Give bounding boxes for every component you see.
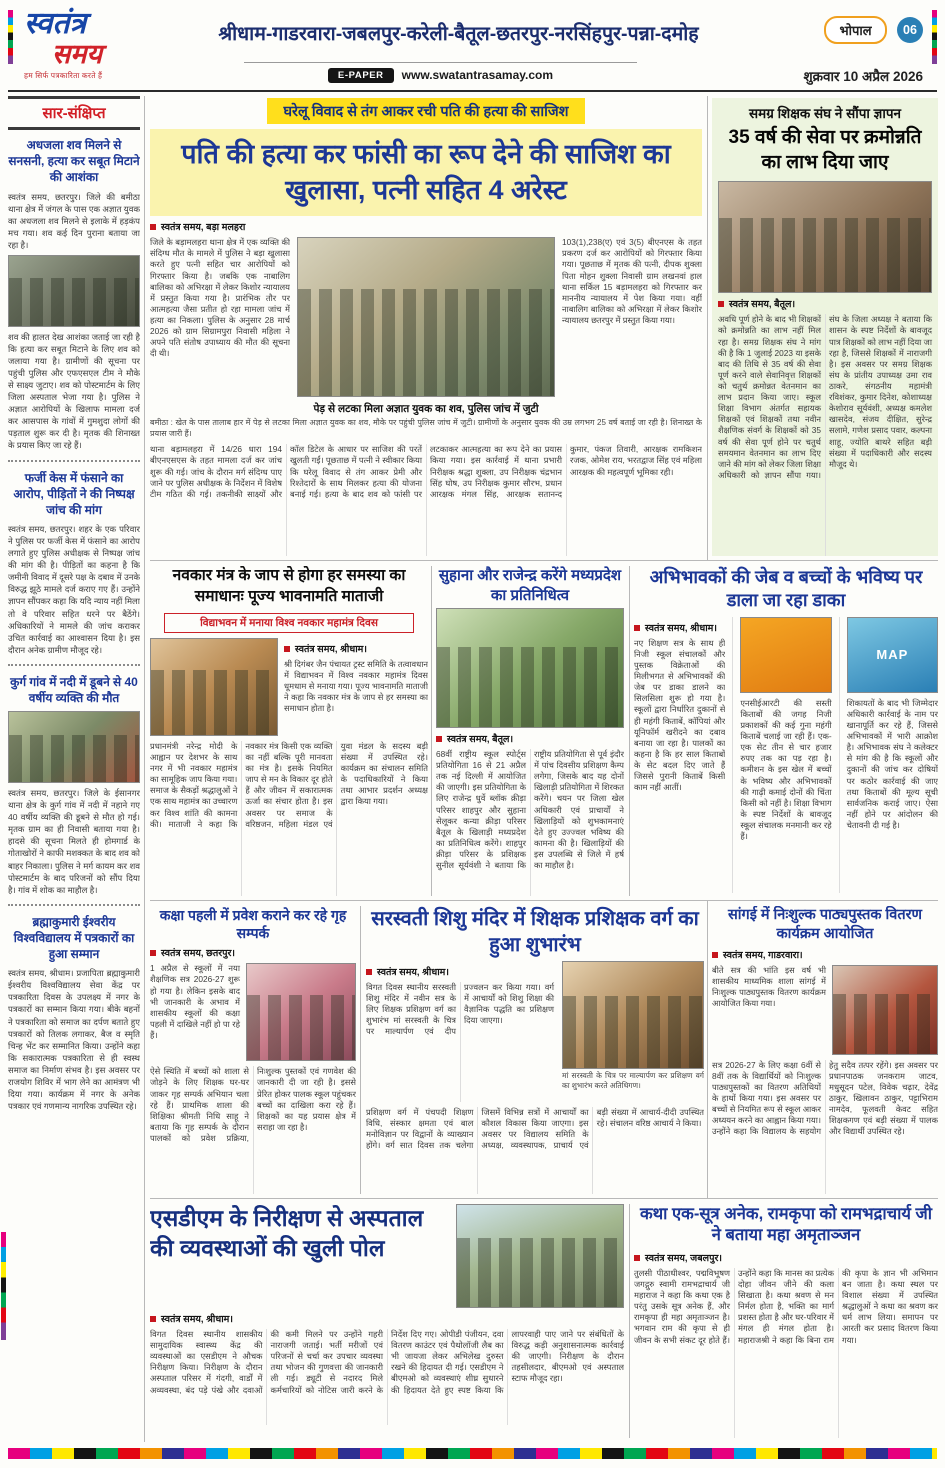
story-photo-players-group [436,608,624,728]
edition-locations: श्रीधाम-गाडरवारा-जबलपुर-करेली-बैतूल-छतरपुर-नरसिंहपुर-पन्ना-दमोह [218,23,699,45]
sidebar-article-burnt-body [8,137,140,452]
story-byline [712,948,938,961]
story-class1-admission [150,906,356,1194]
story-byline [150,946,356,959]
story-headline: नवकार मंत्र के जाप से होगा हर समस्या का समाधानः पूज्य भावनामति माताजी [172,567,406,605]
story-body: विगत दिवस स्थानीय सरस्वती शिशु मंदिर में नवीन सत्र के लिए शिक्षक प्रशिक्षण वर्ग का शुभारंभ मां सरस्वती के चित्र पर माल्यार्पण एवं दीप प्रज्वलन कर किया गया। वर्ग में आचार्यों को शिशु शिक्षा की वैज्ञानिक पद्धति का प्रशिक्षण दिया जाएगा। [366,982,554,1037]
sidebar-photo-burnt-body [8,255,140,327]
sidebar-article-body: शव की हालत देख आशंका जताई जा रही है कि हत्या कर सबूत मिटाने के लिए शव को जलाया गया है। ग्रामीणों की सूचना पर पहुंची पुलिस और एफएसएल टीम ने मौके से साक्ष्य जुटाए। शव को पोस्टमार्टम के लिए जिला अस्पताल भेजा गया है। पुलिस ने अज्ञात आरोपियों के खिलाफ मामला दर्ज कर आसपास के गांवों में गुमशुदा लोगों की पड़ताल शुरू कर दी है। मृतक की शिनाख्त के प्रयास किए जा रहे हैं। [8,331,140,451]
header-subline [244,62,637,83]
story-byline [284,642,428,655]
story-navkar-mantra [150,566,428,896]
story-teachers-memorandum [712,98,938,556]
byline-bullet-icon [712,952,718,958]
story-photo-caption: मां सरस्वती के चित्र पर माल्यार्पण कर प्रशिक्षण वर्ग का शुभारंभ करते अतिथिगण। [562,1071,704,1090]
story-photo-inspection [456,1204,624,1308]
story-headline: 35 वर्ष की सेवा पर क्रमोन्नति का लाभ दिया जाए [728,127,922,173]
logo-tagline: हम सिर्फ पत्रकारिता करते हैं [24,70,103,80]
story-body: 68वीं राष्ट्रीय स्कूल स्पोर्ट्स प्रतियोगिता 16 से 21 अप्रैल तक नई दिल्ली में आयोजित की जाएगी। इस प्रतियोगिता के लिए राजेन्द्र धुर्वे ब्लॉक क्रीड़ा परिसर शाहपुर और सुहाना सेलूकर कन्या क्रीड़ा परिसर बैतूल के खिलाड़ी मध्यप्रदेश का प्रतिनिधित्व करेंगे। शाहपुर क्रीड़ा परिसर के प्रशिक्षक सुनील सूर्यवंशी ने बताया कि राष्ट्रीय प्रतियोगिता से पूर्व इंदौर में पांच दिवसीय प्रशिक्षण कैम्प लगेगा, जिसके बाद यह दोनों खिलाड़ी प्रतियोगिता में शिरकत करेंगे। चयन पर जिला खेल अधिकारी एवं प्राचार्यों ने खिलाड़ियों को शुभकामनाएं देते हुए उज्ज्वल भविष्य की कामना की है। खिलाड़ियों की इस उपलब्धि से जिले में हर्ष का माहौल है। [436,749,624,871]
story-body: शिकायतों के बाद भी जिम्मेदार अधिकारी कार्रवाई के नाम पर खानापूर्ति कर रहे हैं, जिससे अभिभावकों में भारी आक्रोश है। अभिभावक संघ ने कलेक्टर से मांग की है कि स्कूलों और दुकानों की जांच कर दोषियों पर कठोर कार्रवाई की जाए तथा किताबों की मूल्य सूची सार्वजनिक कराई जाए। ऐसा नहीं होने पर आंदोलन की चेतावनी दी गई है। [846,697,938,830]
story-headline: सरस्वती शिशु मंदिर में शिक्षक प्रशिक्षक वर्ग का हुआ शुभारंभ [371,908,699,956]
byline-bullet-icon [634,625,640,631]
logo-word-swatantra: स्वतंत्र [24,7,87,40]
story-byline [150,1312,624,1325]
epaper-badge: E-PAPER [328,68,394,83]
story-content-row [150,638,428,736]
byline-bullet-icon [634,1255,640,1261]
sidebar-article-drowning [8,674,140,896]
story-book-distribution [712,906,938,1194]
story-body: विगत दिवस स्थानीय शासकीय सामुदायिक स्वास्थ्य केंद्र की व्यवस्थाओं का एसडीएम ने औचक निरीक्षण किया। निरीक्षण के दौरान अस्पताल परिसर में गंदगी, वार्डों में अव्यवस्था, बंद पड़े पंखे और दवाओं की कमी मिलने पर उन्होंने गहरी नाराजगी जताई। भर्ती मरीजों एवं परिजनों से चर्चा कर उपचार व्यवस्था तथा भोजन की गुणवत्ता की जानकारी ली गई। ड्यूटी से नदारद मिले कर्मचारियों को नोटिस जारी करने के निर्देश दिए गए। ओपीडी पंजीयन, दवा वितरण काउंटर एवं पैथोलॉजी लैब का भी जायजा लेकर अभिलेख दुरुस्त रखने की हिदायत दी गई। एसडीएम ने बीएमओ को व्यवस्थाएं शीघ्र सुधारने की हिदायत देते हुए स्पष्ट किया कि लापरवाही पाए जाने पर संबंधितों के विरुद्ध कड़ी अनुशासनात्मक कार्रवाई की जाएगी। निरीक्षण के दौरान तहसीलदार, बीएमओ एवं अस्पताल स्टाफ मौजूद रहा। [150,1329,624,1395]
byline-text: स्वतंत्र समय, बैतूल। [729,299,796,311]
story-headline: सांगई में निःशुल्क पाठ्यपुस्तक वितरण कार्यक्रम आयोजित [727,907,923,942]
divider-row4-a [629,1204,630,1438]
story-body-bottom: प्रधानमंत्री नरेन्द्र मोदी के आह्वान पर देशभर के साथ नगर में भी नवकार महामंत्र का सामूहिक जाप किया गया। समाज के सैकड़ों श्रद्धालुओं ने एक साथ महामंत्र का उच्चारण कर विश्व शांति की कामना की। माताजी ने कहा कि नवकार मंत्र किसी एक व्यक्ति का नहीं बल्कि पूरी मानवता का मंत्र है। इसके नियमित जाप से मन के विकार दूर होते हैं और जीवन में सकारात्मक ऊर्जा का संचार होता है। इस अवसर पर समाज के वरिष्ठजन, महिला मंडल एवं युवा मंडल के सदस्य बड़ी संख्या में उपस्थित रहे। कार्यक्रम का संचालन समिति के पदाधिकारियों ने किया तथा आभार प्रदर्शन अध्यक्ष द्वारा किया गया। [150,740,428,829]
story-body: एनसीईआरटी की सस्ती किताबों की जगह निजी प्रकाशकों की कई गुना महंगी किताबें चलाई जा रही हैं। एक-एक सेट तीन से चार हजार रुपए तक का पड़ रहा है। कमीशन के इस खेल में बच्चों के भविष्य और अभिभावकों की गाढ़ी कमाई दोनों की चिंता किसी को नहीं है। शिक्षा विभाग के स्पष्ट निर्देशों के बावजूद स्कूल संचालक मनमानी कर रहे हैं। [740,697,832,842]
story-photo-teachers-group [718,181,932,293]
page-number-badge: 06 [897,17,923,43]
byline-bullet-icon [150,224,156,230]
sidebar-article-body: स्वतंत्र समय, श्रीधाम। प्रजापिता ब्रह्माकुमारी ईश्वरीय विश्वविद्यालय सेवा केंद्र पर पत्रकारिता दिवस के उपलक्ष्य में नगर के पत्रकारों का सम्मान किया गया। बीके बहनों ने पत्रकारिता को समाज का दर्पण बताते हुए पत्रकारों को तिलक लगाकर, बैज व स्मृति चिन्ह भेंट कर सम्मानित किया। उन्होंने कहा कि सकारात्मक पत्रकारिता से ही स्वस्थ समाज का निर्माण संभव है। इस अवसर पर राजयोग शिविर में भाग लेने का आमंत्रण भी दिया गया। कार्यक्रम में नगर के अनेक पत्रकार एवं गणमान्य नागरिक उपस्थित रहे। [8,968,140,1111]
sidebar-divider [8,460,140,462]
divider-right-column-mid [707,900,708,1198]
divider-right-column-top [707,96,708,560]
story-sports-representation [436,566,624,896]
byline-bullet-icon [718,301,724,307]
divider-row-1 [150,560,938,561]
byline-bullet-icon [436,736,442,742]
story-content-row [712,965,938,1055]
color-strip-left-icon [8,10,13,64]
story-body-bottom: प्रशिक्षण वर्ग में पंचपदी शिक्षण विधि, संस्कार क्षमता एवं बाल मनोविज्ञान पर विद्वानों के व्याख्यान होंगे। वर्ग सात दिवस तक चलेगा जिसमें विभिन्न सत्रों में आचार्यों का कौशल विकास किया जाएगा। इस अवसर पर विद्यालय समिति के अध्यक्ष, व्यवस्थापक, प्राचार्य एवं बड़ी संख्या में आचार्य-दीदी उपस्थित रहे। संचालन वरिष्ठ आचार्य ने किया। [366,1107,704,1151]
color-strip-right-icon [932,10,937,64]
sidebar-article-body: स्वतंत्र समय, छतरपुर। जिले के ईसानगर थाना क्षेत्र के कुर्ग गांव में नदी में नहाने गए 40 वर्षीय व्यक्ति की डूबने से मौत हो गई। मृतक ग्राम का ही निवासी बताया गया है। हादसे की सूचना मिलते ही होमगार्ड के गोताखोरों ने काफी मशक्कत के बाद शव को बाहर निकाला। पुलिस ने मर्ग कायम कर शव पोस्टमार्टम के बाद परिजनों को सौंप दिया है। गांव में शोक का माहौल है। [8,788,140,895]
byline-text: स्वतंत्र समय, छतरपुर। [161,948,236,960]
story-body: अवधि पूर्ण होने के बाद भी शिक्षकों को क्रमोन्नति का लाभ नहीं मिल रहा है। समग्र शिक्षक संघ ने मांग की है कि 1 जुलाई 2023 या इसके बाद की तिथि से 35 वर्ष की सेवा पूर्ण करने वाले सेवानिवृत्त शिक्षकों को चतुर्थ क्रमोन्नत वेतनमान का लाभ प्रदान किया जाए। स्कूल शिक्षा विभाग अंतर्गत सहायक शिक्षकों एवं शिक्षकों तथा नवीन शैक्षणिक संवर्ग के शिक्षकों को 35 वर्ष की सेवा पूर्ण होने पर चतुर्थ समयमान वेतनमान का लाभ दिए जाने की मांग को लेकर जिला शिक्षा अधिकारी को ज्ञापन सौंपा गया। संघ के जिला अध्यक्ष ने बताया कि शासन के स्पष्ट निर्देशों के बावजूद पात्र शिक्षकों को लाभ नहीं दिया जा रहा है, जिससे शिक्षकों में नाराजगी है। इस अवसर पर समग्र शिक्षक संघ के प्रांतीय उपाध्यक्ष उमा राव ठाकरे, संगठनीय महामंत्री रविशंकर, कुमार दिनेश, कोशाध्यक्ष केशोराव सूर्यवंशी, अध्यक्ष कमलेश खासदेव, संजय दीक्षित, सुरेन्द्र सलामे, गणेश प्रसाद पवार, कल्पना शाहू, ज्योति बाथरे सहित बड़ी संख्या में पदाधिकारी और सदस्य मौजूद थे। [718,314,932,480]
story-parents-pockets [634,566,938,896]
lead-headline: पति की हत्या कर फांसी का रूप देने की साजिश का खुलासा, पत्नी सहित 4 अरेस्ट [150,129,702,216]
story-photo-mataji-gathering [150,638,278,736]
story-headline: एसडीएम के निरीक्षण से अस्पताल की व्यवस्थाओं की खुली पोल [150,1205,424,1261]
cmyk-color-bar [8,1448,937,1459]
divider-row-3 [150,1198,938,1199]
header-right [824,16,923,44]
byline-text: स्वतंत्र समय, श्रीधाम। [161,1314,233,1325]
sidebar-article-headline: फर्जी केस में फंसाने का आरोप, पीड़ितों ने की निष्पक्ष जांच की मांग [13,470,135,517]
sidebar-article-headline: अधजला शव मिलने से सनसनी, हत्या कर सबूत मिटाने की आशंका [8,138,140,185]
byline-bullet-icon [284,646,290,652]
sidebar-article-journalist-honour [8,914,140,1112]
story-body-bottom: ऐसे स्थिति में बच्चों को शाला से जोड़ने के लिए शिक्षक घर-घर जाकर गृह सम्पर्क अभियान चला रहे हैं। प्राथमिक शाला की शिक्षिका श्रीमती निधि साहू ने बताया कि गृह सम्पर्क के दौरान पालकों को प्रवेश प्रक्रिया, निःशुल्क पुस्तकों एवं गणवेश की जानकारी दी जा रही है। इससे प्रेरित होकर पालक स्कूल पहुंचकर बच्चों का दाखिला करा रहे हैं। शिक्षकों का यह प्रयास क्षेत्र में सराहा जा रहा है। [150,1066,356,1144]
sidebar-divider [8,904,140,906]
story-headline: अभिभावकों की जेब व बच्चों के भविष्य पर डाला जा रहा डाका [649,567,923,611]
story-ramkatha [634,1204,938,1438]
divider-row2-b [629,566,630,896]
sidebar-article-body: स्वतंत्र समय, छतरपुर। जिले की बमीठा थाना क्षेत्र में जंगल के पास एक अज्ञात युवक का अधजला शव मिलने से इलाके में हड़कंप मच गया। शव कई दिन पुराना बताया जा रहा है। [8,191,140,250]
story-headline: कक्षा पहली में प्रवेश कराने कर रहे गृह सम्पर्क [159,907,347,942]
story-content-row [366,961,704,1102]
byline-bullet-icon [150,950,156,956]
story-column-1 [634,617,725,893]
lead-photo-caption: पेड़ से लटका मिला अज्ञात युवक का शव, पुलिस जांच में जुटी [313,403,539,416]
story-body: नए शिक्षण सत्र के साथ ही निजी स्कूल संचालकों और पुस्तक विक्रेताओं की मिलीभगत से अभिभावकों की जेब पर डाका डालने का सिलसिला शुरू हो गया है। स्कूलों द्वारा निर्धारित दुकानों से ही महंगी किताबें, कॉपियां और यूनिफॉर्म खरीदने का दबाव बनाया जा रहा है। पालकों का कहना है कि हर साल किताबों के सेट बदल दिए जाते हैं जिससे पुरानी किताबें किसी काम नहीं आतीं। [634,637,726,793]
byline-bullet-icon [366,969,372,975]
byline-text: स्वतंत्र समय, बड़ा मलहरा [161,222,246,234]
website-url: www.swatantrasamay.com [401,68,554,82]
lead-story [150,98,702,556]
byline-text: स्वतंत्र समय, श्रीधाम। [645,622,717,634]
story-body: तुलसी पीठाधीश्वर, पद्मविभूषण जगद्गुरु स्वामी रामभद्राचार्य जी महाराज ने कहा कि कथा एक है परंतु उसके सूत्र अनेक हैं, और रामकृपा ही महा अमृताञ्जन है। भगवान राम की कृपा से ही जीवन के सभी संकट दूर होते हैं। उन्होंने कहा कि मानस का प्रत्येक दोहा जीवन जीने की कला सिखाता है। कथा श्रवण से मन निर्मल होता है, भक्ति का मार्ग प्रशस्त होता है और घर-परिवार में मंगल ही मंगल होता है। महाराजश्री ने कहा कि बिना राम की कृपा के ज्ञान भी अभिमान बन जाता है। कथा स्थल पर विशाल संख्या में उपस्थित श्रद्धालुओं ने कथा का श्रवण कर धर्म लाभ लिया। समापन पर आरती कर प्रसाद वितरण किया गया। [634,1267,938,1345]
byline-text: स्वतंत्र समय, बैतूल। [447,734,514,745]
story-byline [366,965,554,978]
story-body: श्री दिगंबर जैन पंचायत ट्रस्ट समिति के तत्वावधान में विद्याभवन में विश्व नवकार महामंत्र दिवस धूमधाम से मनाया गया। पूज्य भावनामति माताजी ने कहा कि नवकार मंत्र के जाप से हर समस्या का समाधान होता है। [284,658,428,714]
divider-row2-a [431,566,432,896]
byline-text: स्वतंत्र समय, जबलपुर। [645,1252,722,1264]
story-column-3 [839,617,938,893]
story-left-column [366,961,554,1102]
story-headline: कथा एक-सूत्र अनेक, रामकृपा को रामभद्राचार्य जी ने बताया महा अमृताञ्जन [639,1205,933,1245]
story-body: बीते सत्र की भांति इस वर्ष भी शासकीय माध्यमिक शाला सांगई में निःशुल्क पाठ्यपुस्तक वितरण कार्यक्रम आयोजित किया गया। [712,964,826,1009]
sidebar-article-headline: कुर्ग गांव में नदी में डूबने से 40 वर्षीय व्यक्ति की मौत [10,674,138,705]
book-cover-label: MAP [876,647,909,663]
divider-sidebar [144,96,145,1442]
book-cover-map-image [847,617,938,693]
story-byline [718,297,932,310]
byline-bullet-icon [150,1316,156,1322]
story-byline [634,621,725,634]
story-photo-lamp-lighting [562,961,704,1069]
byline-text: स्वतंत्र समय, श्रीधाम। [295,643,367,655]
sidebar-article-headline: ब्रह्माकुमारी ईश्वरीय विश्वविद्यालय में पत्रकारों का हुआ सम्मान [13,914,135,962]
color-strip-bottom-left-icon [1,1232,6,1340]
sidebar-title: सार-संक्षिप्त [8,96,140,130]
story-byline [634,1251,938,1264]
story-kicker: समग्र शिक्षक संघ ने सौंपा ज्ञापन [749,106,901,121]
lead-photo-police-group [297,237,555,397]
sidebar-brief-news [8,96,140,1442]
logo-word-samay: समय [52,38,103,69]
story-photo-block [562,961,704,1102]
sidebar-article-body: स्वतंत्र समय, छतरपुर। शहर के एक परिवार ने पुलिस पर फर्जी केस में फंसाने का आरोप लगाते हुए पुलिस अधीक्षक से निष्पक्ष जांच की मांग की है। पीड़ितों का कहना है कि जमीनी विवाद में दूसरे पक्ष के दबाव में उनके विरुद्ध झूठे मामले दर्ज कराए गए हैं। उन्होंने ज्ञापन सौंपकर कहा कि यदि न्याय नहीं मिला तो वे परिवार सहित धरने पर बैठेंगे। अधिकारियों ने मामले की जांच कराकर उचित कार्रवाई का आश्वासन दिया है। इस दौरान अनेक ग्रामीण मौजूद रहे। [8,524,140,655]
lead-kicker: घरेलू विवाद से तंग आकर रची पति की हत्या की साजिश [267,98,584,124]
byline-text: स्वतंत्र समय, गाडरवारा। [723,949,803,961]
story-side-column [284,638,428,736]
divider-row3-a [360,906,361,1194]
byline-text: स्वतंत्र समय, श्रीधाम। [377,967,449,978]
lead-photo-caption-note: बमीठा : खेत के पास तालाब हार में पेड़ से लटका मिला अज्ञात युवक का शव, मौके पर पहुंची पुलिस जांच में जुटी। ग्रामीणों के अनुसार युवक की उम्र लगभग 25 वर्ष बताई जा रही है। शिनाख्त के प्रयास जारी हैं। [150,418,702,438]
story-photo-distribution-group [832,965,938,1055]
story-saraswati-training [366,906,704,1194]
newspaper-logo [24,8,144,81]
lead-byline [150,220,702,233]
book-cover-grammar-image [740,617,831,693]
edition-badge: भोपाल [824,16,886,44]
story-photo-home-visit [246,963,356,1061]
issue-date: शुक्रवार 10 अप्रैल 2026 [803,69,923,84]
divider-row-2 [150,900,938,901]
story-columns [634,617,938,893]
story-byline [436,732,624,745]
sidebar-article-false-case [8,470,140,656]
lead-body-left: जिले के बड़ामलहरा थाना क्षेत्र में एक व्यक्ति की संदिग्ध मौत के मामले में पुलिस ने बड़ा खुलासा करते हुए पत्नी सहित चार आरोपियों को गिरफ्तार किया है। जबकि एक नाबालिग बालिका को अभिरक्षा में लेकर किशोर न्यायालय में प्रस्तुत किया गया है। प्रारंभिक तौर पर आत्महत्या जैसा प्रतीत हो रहा मामला जांच में हत्या का निकला। पुलिस के अनुसार 28 मार्च 2026 को ग्राम सिग्रामपुरा निवासी महिला ने अपने पति संतोष उपाध्याय की मौत की सूचना दी थी। [150,237,290,359]
masthead [8,6,937,92]
lead-body-right: 103(1),238(ए) एवं 3(5) बीएनएस के तहत प्रकरण दर्ज कर आरोपियों को गिरफ्तार किया गया। पूछताछ में मृतक की पत्नी, दीपक शुक्ला पिता मोहन शुक्ला निवासी ग्राम लखनवां हाल थाना सर्किल 15 बड़ामलहरा को गिरफ्तार कर माननीय न्यायालय में पेश किया गया। वहीं नाबालिग बालिका को अभिरक्षा में लेकर किशोर न्यायालय छतरपुर में प्रस्तुत किया गया। [562,237,702,326]
story-headline: सुहाना और राजेन्द्र करेंगे मध्यप्रदेश का प्रतिनिधित्व [438,567,622,604]
lead-body-bottom: थाना बड़ामलहरा में 14/26 धारा 194 बीएनएसएस के तहत मामला दर्ज कर जांच शुरू की गई। जांच के दौरान मर्ग संदिग्ध पाए जाने पर पुलिस अधीक्षक के निर्देशन में विशेष टीम गठित की गई। तकनीकी साक्ष्यों और कॉल डिटेल के आधार पर साजिश की परतें खुलती गईं। पूछताछ में पत्नी ने स्वीकार किया कि घरेलू विवाद से तंग आकर प्रेमी और रिश्तेदारों के साथ मिलकर हत्या की योजना बनाई गई। हत्या के बाद शव को फांसी पर लटकाकर आत्महत्या का रूप देने का प्रयास किया गया। इस कार्रवाई में थाना प्रभारी निरीक्षक श्रद्धा शुक्ला, उप निरीक्षक चंद्रभान सिंह घोष, उप निरीक्षक कुमार सौरभ, प्रधान आरक्षक मंगल सिंह, आरक्षक सतानन्द कुमार, पंकज तिवारी, आरक्षक रामकिशन रजक, ओमेश राय, भरतद्वाज सिंह एवं महिला आरक्षक की महत्वपूर्ण भूमिका रही। [150,444,702,499]
story-column-2 [732,617,831,893]
lead-content-row [150,237,702,397]
story-content-row [150,963,356,1061]
story-headline-row [150,1204,624,1308]
story-sdm-inspection [150,1204,624,1438]
story-body: 1 अप्रैल से स्कूलों में नया शैक्षणिक सत्र 2026-27 शुरू हो गया है। लेकिन इसके बाद भी जानकारी के अभाव में शासकीय स्कूलों की कक्षा पहली में दाखिले नहीं हो पा रहे हैं। [150,963,240,1041]
story-body-bottom: सत्र 2026-27 के लिए कक्षा 6वीं से 8वीं तक के विद्यार्थियों को निःशुल्क पाठ्यपुस्तकों का वितरण अतिथियों के हाथों किया गया। इस अवसर पर बच्चों से नियमित रूप से स्कूल आकर अध्ययन करने का आह्वान किया गया। उन्होंने कहा कि विद्यालय के सहयोग हेतु सदैव तत्पर रहेंगे। इस अवसर पर प्रधानपाठक जनकराम जाटव, मधुसूदन पटेल, विवेक चढ़ार, देवेंद्र ठाकुर, खिलावन ठाकुर, पट्टाभिराम नामदेव, फूलवती केवट सहित शिक्षकगण एवं बड़ी संख्या में पालक और विद्यार्थी उपस्थित रहे। [712,1059,938,1137]
sidebar-photo-river-rescue [8,711,140,783]
story-subhead: विद्याभवन में मनाया विश्व नवकार महामंत्र दिवस [164,613,414,633]
sidebar-divider [8,664,140,666]
